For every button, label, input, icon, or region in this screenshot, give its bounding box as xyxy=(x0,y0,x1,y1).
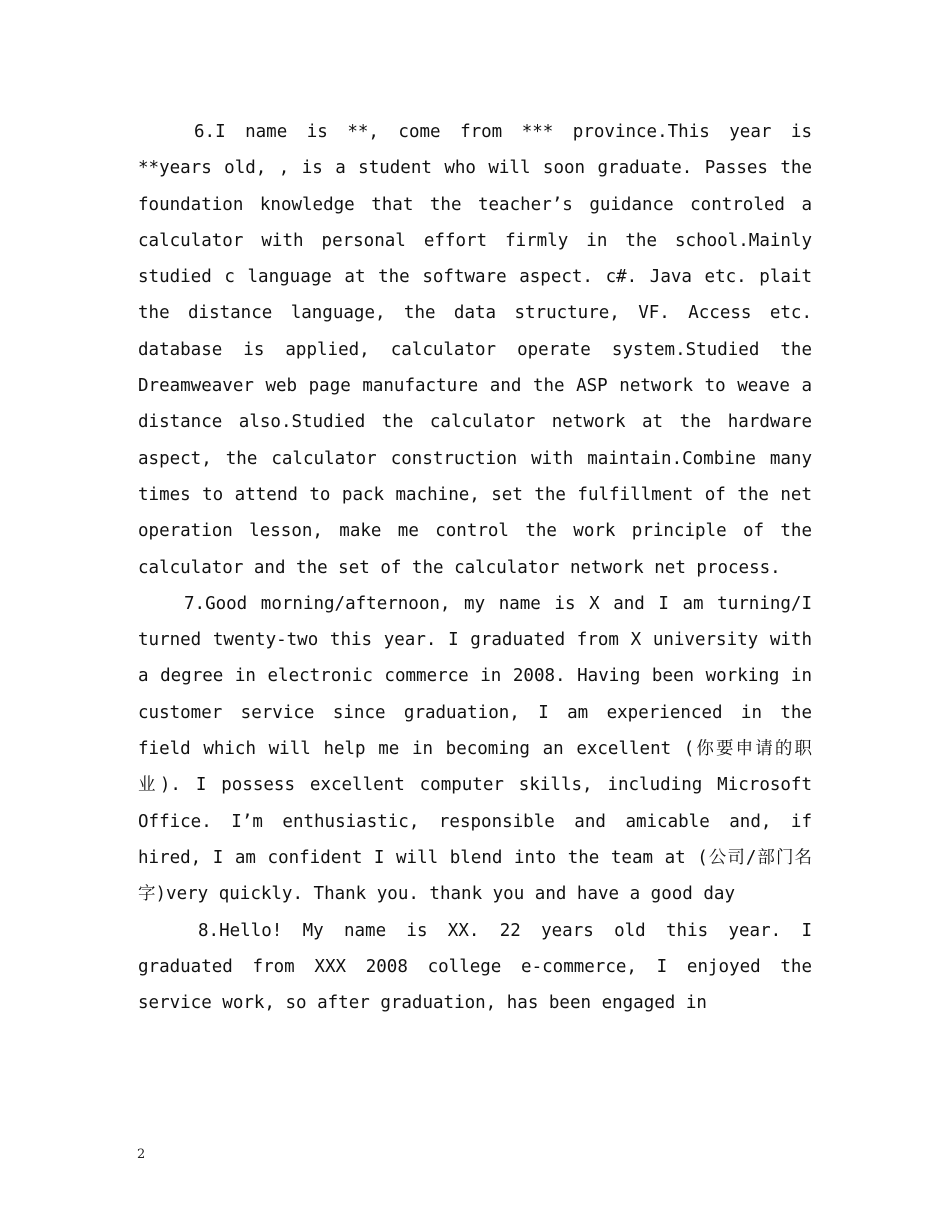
paragraph-7: 7.Good morning/afternoon, my name is X and I am turning/I turned twenty-two this year. I graduated from X university with a degree in electronic commerce in 2008. Having been working in customer service since graduation, I am experienced in the field which will help me in becoming an excellent (你要申请的职业). I possess excellent computer skills, including Microsoft Office. I’m enthusiastic, responsible and amicable and, if hired, I am confident I will blend into the team at (公司/部门名字)very quickly. Thank you. thank you and have a good day xyxy=(138,593,812,905)
paragraph-6: 6.I name is **, come from *** province.This year is **years old, , is a student who will soon graduate. Passes the foundation knowledge that the teacher’s guidance controled a calculator with personal effort firmly in the school.Mainly studied c language at the software aspect. c#. Java etc. plait the distance language, the data structure, VF. Access etc. database is applied, calculator operate system.Studied the Dreamweaver web page manufacture and the ASP network to weave a distance also.Studied the calculator network at the hardware aspect, the calculator construction with maintain.Combine many times to attend to pack machine, set the fulfillment of the net operation lesson, make me control the work principle of the calculator and the set of the calculator network net process. xyxy=(138,122,812,578)
document-body xyxy=(138,114,812,1021)
page-number: 2 xyxy=(137,1147,146,1162)
paragraph-8: 8.Hello! My name is XX. 22 years old this year. I graduated from XXX 2008 college e-commerce, I enjoyed the service work, so after graduation, has been engaged in xyxy=(138,920,812,1014)
